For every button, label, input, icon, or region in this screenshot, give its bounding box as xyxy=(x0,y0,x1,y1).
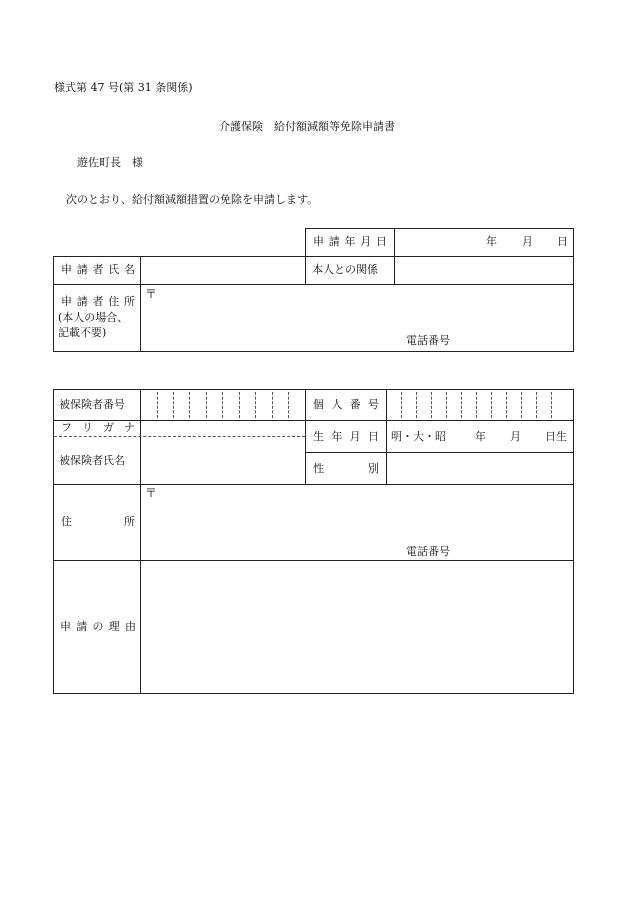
reason-field[interactable] xyxy=(143,563,571,691)
reason-label: 申 請 の 理 由 xyxy=(60,620,136,633)
birth-year-label: 年 xyxy=(475,430,486,443)
date-month-label: 月 xyxy=(522,235,533,248)
postal-mark-icon: 〒 xyxy=(145,287,158,301)
application-date-label: 申 請 年 月 日 xyxy=(313,235,387,248)
birth-day-label: 日生 xyxy=(545,430,567,443)
form-number: 様式第 47 号(第 31 条関係) xyxy=(54,81,193,94)
date-year-label: 年 xyxy=(486,235,497,248)
date-day-label: 日 xyxy=(557,235,568,248)
personal-number-label: 個 人 番 号 xyxy=(313,398,379,411)
insured-address-label: 住 所 xyxy=(61,515,135,528)
applicant-name-label: 申 請 者 氏 名 xyxy=(61,263,135,276)
furigana-label: フ リ ガ ナ xyxy=(61,421,135,434)
insured-number-label: 被保険者番号 xyxy=(59,398,125,411)
birthdate-label: 生 年 月 日 xyxy=(313,430,379,443)
insured-name-label: 被保険者氏名 xyxy=(59,454,125,467)
document-title: 介護保険 給付額減額等免除申請書 xyxy=(219,120,395,133)
applicant-address-note-1: (本人の場合、 xyxy=(58,311,129,324)
postal-mark-icon: 〒 xyxy=(145,486,158,500)
application-date-field[interactable] xyxy=(398,231,478,253)
gender-label: 性 別 xyxy=(313,462,379,475)
furigana-field[interactable] xyxy=(143,422,303,435)
birth-month-label: 月 xyxy=(510,430,521,443)
relationship-label: 本人との関係 xyxy=(312,263,378,276)
addressee: 遊佐町長 様 xyxy=(77,156,143,169)
insured-name-field[interactable] xyxy=(143,440,303,482)
personal-number-field[interactable] xyxy=(389,392,571,418)
applicant-name-field[interactable] xyxy=(143,259,301,281)
relationship-field[interactable] xyxy=(398,259,570,281)
gender-field[interactable] xyxy=(389,455,571,482)
era-options[interactable]: 明・大・昭 xyxy=(391,430,446,443)
intro-text: 次のとおり、給付額減額措置の免除を申請します。 xyxy=(66,193,319,206)
applicant-address-field[interactable] xyxy=(158,288,568,328)
applicant-address-note-2: 記載不要) xyxy=(58,326,107,339)
applicant-phone-label: 電話番号 xyxy=(406,334,450,347)
applicant-address-label: 申 請 者 住 所 xyxy=(61,295,135,308)
insured-number-field[interactable] xyxy=(143,392,303,418)
insured-address-field[interactable] xyxy=(158,487,568,539)
insured-phone-label: 電話番号 xyxy=(406,545,450,558)
